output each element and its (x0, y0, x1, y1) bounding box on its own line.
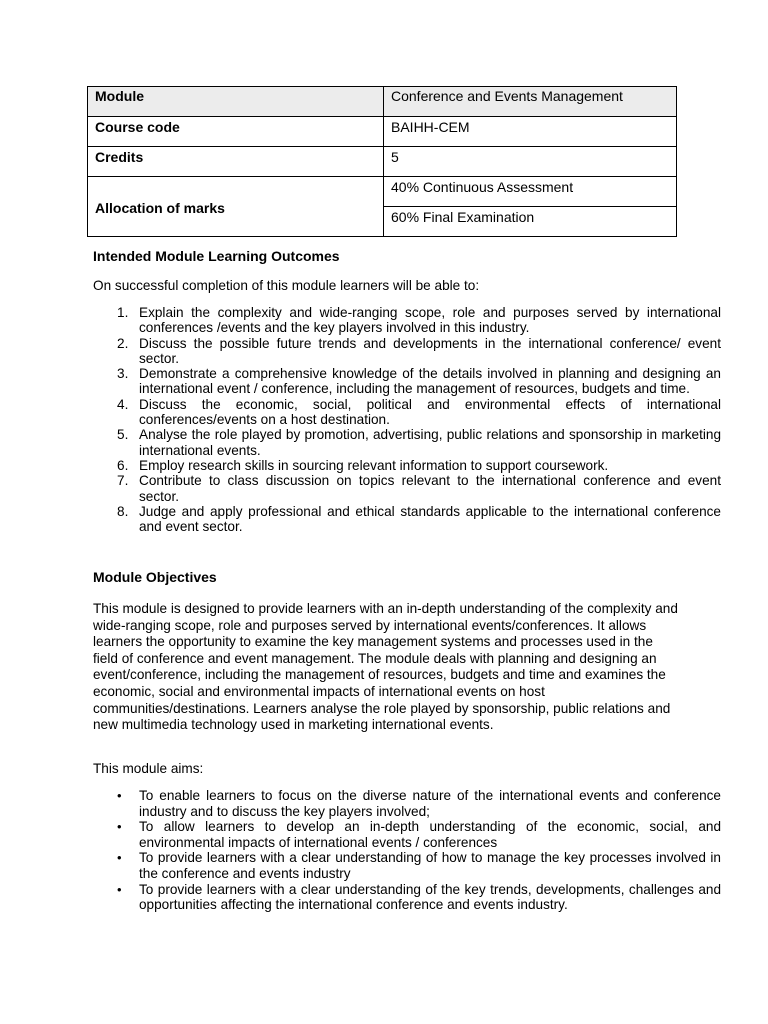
list-item: Judge and apply professional and ethical standards applicable to the international conference and event sector. (139, 503, 721, 535)
list-item: • To enable learners to focus on the diverse nature of the international events and conference industry and to discuss the key players involved; (139, 788, 721, 819)
allocation-value-final: 60% Final Examination (384, 207, 677, 237)
list-item: Employ research skills in sourcing relevant information to support coursework. (139, 457, 609, 473)
module-info-table (87, 86, 677, 237)
allocation-value-continuous: 40% Continuous Assessment (384, 177, 677, 207)
list-item: Explain the complexity and wide-ranging scope, role and purposes served by international conferences /events and the key players involved in this industry. (139, 305, 721, 336)
list-item: • To provide learners with a clear understanding of the key trends, developments, challenges and opportunities affecting the international conference and events industry. (139, 882, 721, 913)
list-item: Demonstrate a comprehensive knowledge of the details involved in planning and designing an international event / conference, including the management of resources, budgets and time. (139, 366, 721, 397)
objectives-heading: Module Objectives (93, 569, 217, 585)
list-item: Contribute to class discussion on topics relevant to the international conference and event sector. (139, 473, 721, 504)
credits-value: 5 (384, 147, 677, 177)
aims-list (93, 788, 721, 913)
list-item: Discuss the economic, social, political and environmental effects of international conferences/events on a host destination. (139, 396, 721, 428)
course-code-value: BAIHH-CEM (384, 117, 677, 147)
outcomes-intro: On successful completion of this module learners will be able to: (93, 278, 480, 293)
credits-label: Credits (88, 147, 384, 177)
objectives-paragraph: This module is designed to provide learners with an in-depth understanding of the complexity and wide-ranging scope, role and purposes served by international events/conferences. It allows learners the opportunity to examine the key management systems and processes used in the field of conference and event management. The module deals with planning and designing an event/conference, including the management of resources, budgets and time and examines the economic, social and environmental impacts of international events on host communities/destinations. Learners analyse the role played by sponsorship, public relations and new multimedia technology used in marketing international events. (93, 601, 678, 733)
table-row (88, 117, 677, 147)
list-item: Discuss the possible future trends and developments in the international conference/ event sector. (139, 335, 721, 366)
aims-intro: This module aims: (93, 761, 204, 776)
table-row (88, 177, 677, 207)
outcomes-list (93, 305, 721, 534)
module-value: Conference and Events Management (384, 87, 677, 117)
module-label: Module (88, 87, 384, 117)
outcomes-heading: Intended Module Learning Outcomes (93, 248, 340, 264)
table-row (88, 147, 677, 177)
list-item: Analyse the role played by promotion, advertising, public relations and sponsorship in marketing international events. (139, 427, 721, 458)
course-code-label: Course code (88, 117, 384, 147)
list-item: • To allow learners to develop an in-depth understanding of the economic, social, and environmental impacts of international events / conferences (139, 819, 721, 850)
table-row (88, 87, 677, 117)
list-item: • To provide learners with a clear understanding of how to manage the key processes involved in the conference and events industry (139, 850, 721, 881)
allocation-label: Allocation of marks (88, 177, 384, 237)
